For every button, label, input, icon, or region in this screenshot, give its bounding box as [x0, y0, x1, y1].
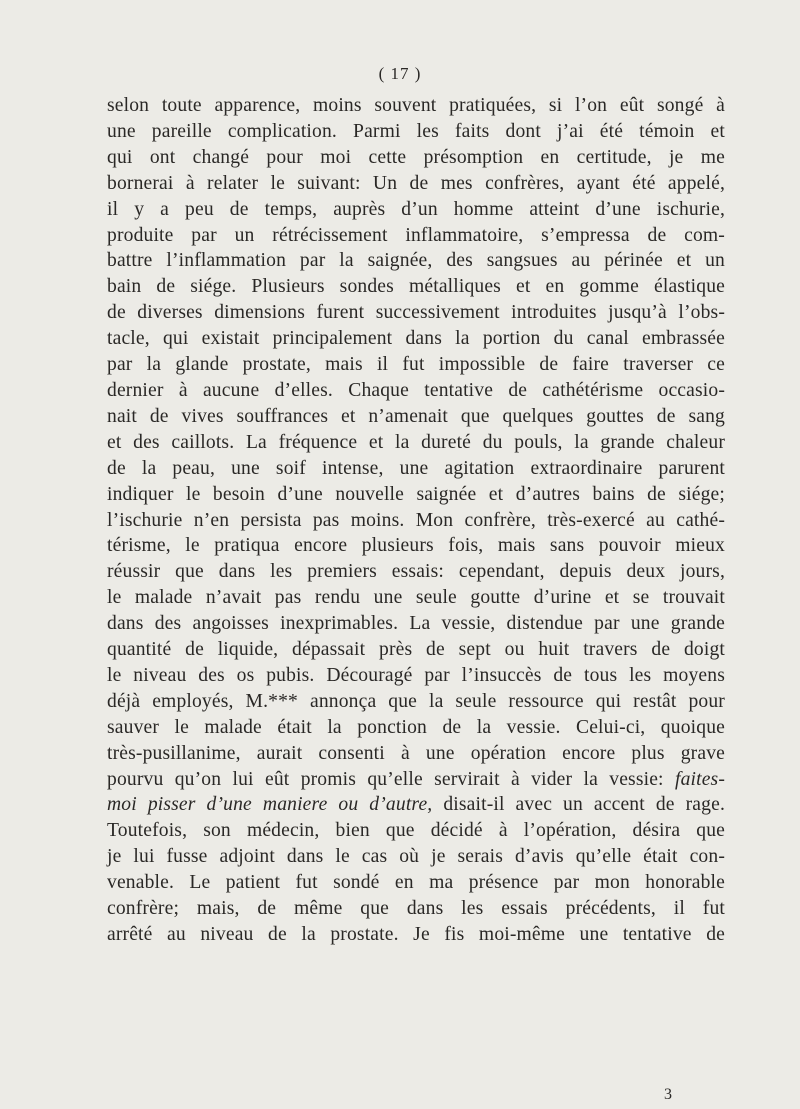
text-line: Toutefois, son médecin, bien que décidé à l’opération, désira que	[107, 820, 725, 842]
text-line: par la glande prostate, mais il fut impossible de faire traverser ce	[107, 354, 725, 376]
text-line: très-pusillanime, aurait consenti à une opération encore plus grave	[107, 742, 725, 764]
text-line: une pareille complication. Parmi les faits dont j’ai été témoin et	[107, 120, 725, 142]
text-line: tacle, qui existait principalement dans la portion du canal embrassée	[107, 328, 725, 350]
text-line: bain de siége. Plusieurs sondes métalliques et en gomme élastique	[107, 276, 725, 298]
text-line-italic-start	[107, 767, 725, 793]
text-line: il y a peu de temps, auprès d’un homme atteint d’une ischurie,	[107, 198, 725, 220]
text-line: qui ont changé pour moi cette présomption en certitude, je me	[107, 146, 725, 168]
text-line-italic-end	[107, 792, 725, 818]
text-line: arrêté au niveau de la prostate. Je fis moi-même une tentative de	[107, 924, 725, 945]
text-line: indiquer le besoin d’une nouvelle saignée et d’autres bains de siége;	[107, 483, 725, 505]
page-number: ( 17 )	[378, 64, 422, 83]
text-line: quantité de liquide, dépassait près de sept ou huit travers de doigt	[107, 639, 725, 661]
text-line: de diverses dimensions furent successivement introduites jusqu’à l’obs-	[107, 302, 725, 324]
text-line: et des caillots. La fréquence et la dureté du pouls, la grande chaleur	[107, 431, 725, 453]
signature-mark: 3	[664, 1086, 672, 1103]
text-line: déjà employés, M.*** annonça que la seule ressource qui restât pour	[107, 690, 725, 712]
text-segment: disait-il avec un accent de rage.	[432, 794, 725, 816]
text-line: le malade n’avait pas rendu une seule goutte d’urine et se trouvait	[107, 587, 725, 609]
text-segment: pourvu qu’on lui eût promis qu’elle servirait à vider la vessie:	[107, 768, 675, 790]
italic-quote-start: faites-	[674, 768, 725, 790]
body-text	[107, 93, 725, 948]
italic-quote-end: moi pisser d’une maniere ou d’autre,	[107, 794, 433, 816]
text-line: térisme, le pratiqua encore plusieurs fois, mais sans pouvoir mieux	[107, 535, 725, 557]
text-line: selon toute apparence, moins souvent pratiquées, si l’on eût songé à	[107, 95, 725, 116]
text-line: l’ischurie n’en persista pas moins. Mon confrère, très-exercé au cathé-	[107, 509, 725, 531]
text-line: venable. Le patient fut sondé en ma présence par mon honorable	[107, 872, 725, 894]
text-line: dernier à aucune d’elles. Chaque tentative de cathétérisme occasio-	[107, 379, 725, 401]
text-line: dans des angoisses inexprimables. La vessie, distendue par une grande	[107, 613, 725, 635]
text-line: confrère; mais, de même que dans les essais précédents, il fut	[107, 898, 725, 920]
text-line: le niveau des os pubis. Découragé par l’insuccès de tous les moyens	[107, 664, 725, 686]
text-line: sauver le malade était la ponction de la vessie. Celui-ci, quoique	[107, 716, 725, 738]
text-line: je lui fusse adjoint dans le cas où je serais d’avis qu’elle était con-	[107, 846, 725, 868]
text-line: bornerai à relater le suivant: Un de mes confrères, ayant été appelé,	[107, 172, 725, 194]
text-line: de la peau, une soif intense, une agitation extraordinaire parurent	[107, 457, 725, 479]
text-line: réussir que dans les premiers essais: cependant, depuis deux jours,	[107, 561, 725, 583]
text-line: battre l’inflammation par la saignée, des sangsues au périnée et un	[107, 250, 725, 272]
text-line: nait de vives souffrances et n’amenait que quelques gouttes de sang	[107, 405, 725, 427]
text-line: produite par un rétrécissement inflammatoire, s’empressa de com-	[107, 224, 725, 246]
